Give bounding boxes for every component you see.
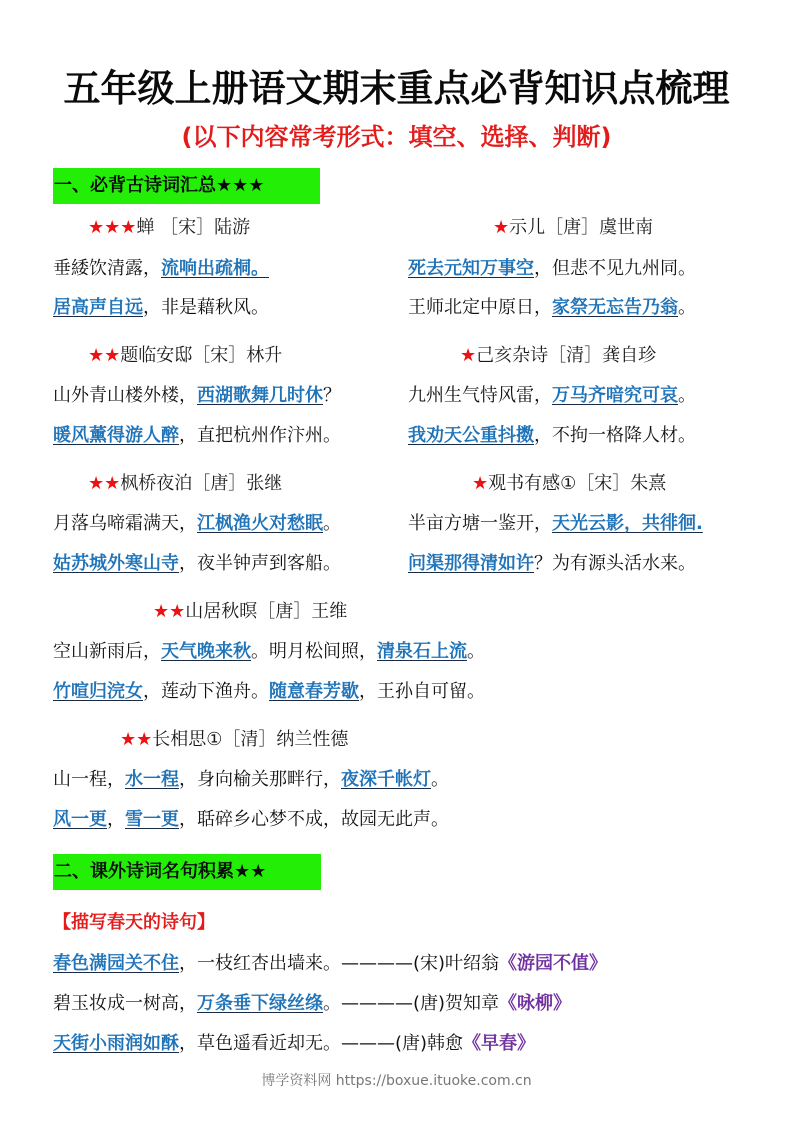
blank-answer: 雪一更 <box>125 809 179 830</box>
poem-title <box>153 600 347 624</box>
poem-title-text: 题临安邸［宋］林升 <box>120 345 283 366</box>
line-text: 垂緌饮清露， <box>53 258 161 279</box>
line-text: 。 <box>678 297 696 318</box>
line-text: ，非是藉秋风。 <box>143 297 269 318</box>
poem-line <box>53 680 485 704</box>
quote-line <box>53 952 607 976</box>
line-text: 月落乌啼霜满天， <box>53 513 197 534</box>
line-text: ，一枝红杏出墙来。————(宋)叶绍翁 <box>179 953 500 974</box>
line-text: 。 <box>678 385 696 406</box>
blank-answer: 万条垂下绿丝绦 <box>197 993 323 1014</box>
star-rating-icon: ★ <box>472 473 489 494</box>
poem-line <box>408 512 703 536</box>
line-text: ，但悲不见九州同。 <box>534 258 696 279</box>
blank-answer: 风一更 <box>53 809 107 830</box>
line-text: ，莲动下渔舟。 <box>143 681 269 702</box>
blank-answer: 流响出疏桐。 <box>161 258 269 279</box>
star-rating-icon: ★★ <box>88 473 121 494</box>
line-text: 。————(唐)贺知章 <box>323 993 500 1014</box>
line-text: 山外青山楼外楼， <box>53 385 197 406</box>
poem-title-text: 蝉 ［宋］陆游 <box>136 217 251 238</box>
blank-answer: 万马齐喑究可哀 <box>552 385 678 406</box>
poem-line <box>408 296 696 320</box>
line-text: 。 <box>323 513 341 534</box>
star-rating-icon: ★★★ <box>88 217 137 238</box>
poem-title-text: 枫桥夜泊［唐］张继 <box>120 473 283 494</box>
blank-answer: 江枫渔火对愁眠 <box>197 513 323 534</box>
blank-answer: 天光云影，共徘徊. <box>552 513 703 534</box>
line-text: ， <box>107 809 125 830</box>
poem-title-text: 己亥杂诗［清］龚自珍 <box>476 345 657 366</box>
line-text: ，王孙自可留。 <box>359 681 485 702</box>
line-text: ？ <box>323 385 341 406</box>
star-rating-icon: ★★ <box>120 729 153 750</box>
poem-title <box>120 728 348 752</box>
blank-answer: 问渠那得清如许 <box>408 553 534 574</box>
blank-answer: 我劝天公重抖擞 <box>408 425 534 446</box>
poem-title-text: 山居秋暝［唐］王维 <box>185 601 348 622</box>
blank-answer: 随意春芳歇 <box>269 681 359 702</box>
star-rating-icon: ★★ <box>153 601 186 622</box>
line-text: 。 <box>431 769 449 790</box>
footer-watermark: 博学资料网 https://boxue.ituoke.com.cn <box>261 1073 532 1089</box>
blank-answer: 天气晚来秋 <box>161 641 251 662</box>
poem-line <box>408 384 696 408</box>
star-rating-icon: ★ <box>460 345 477 366</box>
poem-line <box>53 296 269 320</box>
work-title: 《早春》 <box>463 1033 536 1054</box>
blank-answer: 水一程 <box>125 769 179 790</box>
poem-line <box>408 424 696 448</box>
blank-answer: 西湖歌舞几时休 <box>197 385 323 406</box>
section-heading-1: 一、必背古诗词汇总★★★ <box>53 168 320 204</box>
line-text: 碧玉妆成一树高， <box>53 993 197 1014</box>
subsection-heading: 【描写春天的诗句】 <box>53 912 215 933</box>
poem-title-text: 观书有感①［宋］朱熹 <box>488 473 667 494</box>
poem-line <box>53 512 341 536</box>
line-text: 王师北定中原日， <box>408 297 552 318</box>
page-title: 五年级上册语文期末重点必背知识点梳理 <box>63 67 730 110</box>
poem-title <box>88 472 282 496</box>
line-text: ，身向榆关那畔行， <box>179 769 341 790</box>
poem-line <box>53 768 449 792</box>
quote-line <box>53 1032 535 1056</box>
star-rating-icon: ★ <box>493 217 510 238</box>
line-text: 九州生气恃风雷， <box>408 385 552 406</box>
poem-line <box>408 257 696 281</box>
blank-answer: 春色满园关不住 <box>53 953 179 974</box>
blank-answer: 死去元知万事空 <box>408 258 534 279</box>
blank-answer: 暖风薰得游人醉 <box>53 425 179 446</box>
blank-answer: 姑苏城外寒山寺 <box>53 553 179 574</box>
line-text: 山一程， <box>53 769 125 790</box>
blank-answer: 家祭无忘告乃翁 <box>552 297 678 318</box>
line-text: 空山新雨后， <box>53 641 161 662</box>
work-title: 《游园不值》 <box>499 953 608 974</box>
poem-title-text: 长相思①［清］纳兰性德 <box>152 729 349 750</box>
page-subtitle: (以下内容常考形式：填空、选择、判断) <box>181 123 612 151</box>
blank-answer: 竹喧归浣女 <box>53 681 143 702</box>
quote-line <box>53 992 571 1016</box>
line-text: ，夜半钟声到客船。 <box>179 553 341 574</box>
poem-line <box>408 552 696 576</box>
poem-title-text: 示儿［唐］虞世南 <box>509 217 654 238</box>
blank-answer: 居高声自远 <box>53 297 143 318</box>
poem-line <box>53 552 341 576</box>
star-rating-icon: ★★ <box>88 345 121 366</box>
line-text: ，不拘一格降人材。 <box>534 425 696 446</box>
poem-title <box>88 216 250 240</box>
work-title: 《咏柳》 <box>499 993 572 1014</box>
blank-answer: 天街小雨润如酥 <box>53 1033 179 1054</box>
poem-line <box>53 384 341 408</box>
blank-answer: 夜深千帐灯 <box>341 769 431 790</box>
poem-line <box>53 257 269 281</box>
poem-title <box>460 344 656 368</box>
poem-line <box>53 424 341 448</box>
poem-title <box>472 472 666 496</box>
line-text: 半亩方塘一鉴开， <box>408 513 552 534</box>
poem-line <box>53 640 485 664</box>
line-text: ？为有源头活水来。 <box>534 553 696 574</box>
section-heading-2: 二、课外诗词名句积累★★ <box>53 854 321 890</box>
poem-title <box>88 344 282 368</box>
line-text: 。 <box>467 641 485 662</box>
line-text: ，草色遥看近却无。———(唐)韩愈 <box>179 1033 464 1054</box>
line-text: 。明月松间照， <box>251 641 377 662</box>
blank-answer: 清泉石上流 <box>377 641 467 662</box>
line-text: ，直把杭州作汴州。 <box>179 425 341 446</box>
poem-line <box>53 808 449 832</box>
line-text: ，聒碎乡心梦不成，故园无此声。 <box>179 809 449 830</box>
poem-title <box>493 216 653 240</box>
